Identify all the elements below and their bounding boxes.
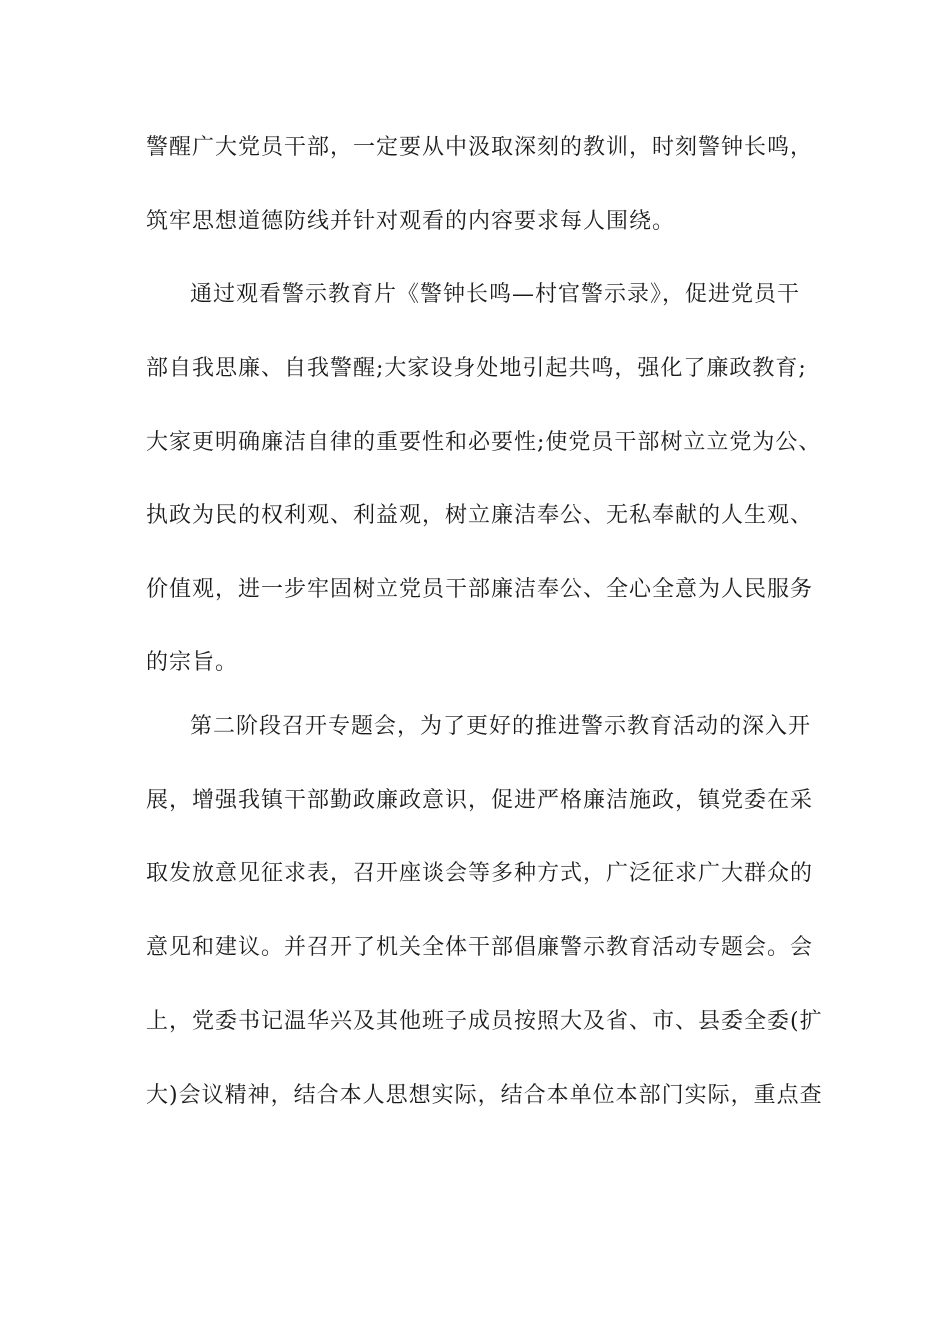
paragraph-start-line: 第二阶段召开专题会，为了更好的推进警示教育活动的深入开 <box>190 714 812 739</box>
text-line: 展，增强我镇干部勤政廉政意识，促进严格廉洁施政，镇党委在采 <box>146 788 814 813</box>
text-line: 大)会议精神，结合本人思想实际，结合本单位本部门实际，重点查 <box>146 1083 823 1108</box>
text-line: 取发放意见征求表，召开座谈会等多种方式，广泛征求广大群众的 <box>146 861 814 886</box>
text-line: 上，党委书记温华兴及其他班子成员按照大及省、市、县委全委(扩 <box>146 1009 823 1034</box>
paragraph-start-line: 通过观看警示教育片《警钟长鸣—村官警示录》，促进党员干 <box>190 282 801 307</box>
text-line: 价值观，进一步牢固树立党员干部廉洁奉公、全心全意为人民服务 <box>146 577 814 602</box>
text-line: 大家更明确廉洁自律的重要性和必要性;使党员干部树立立党为公、 <box>146 430 822 455</box>
text-line: 警醒广大党员干部，一定要从中汲取深刻的教训，时刻警钟长鸣， <box>146 135 814 160</box>
text-line: 执政为民的权利观、利益观，树立廉洁奉公、无私奉献的人生观、 <box>146 503 814 528</box>
text-line: 筑牢思想道德防线并针对观看的内容要求每人围绕。 <box>146 209 676 234</box>
text-line: 部自我思廉、自我警醒;大家设身处地引起共鸣，强化了廉政教育; <box>146 356 807 381</box>
text-line: 意见和建议。并召开了机关全体干部倡廉警示教育活动专题会。会 <box>146 935 814 960</box>
text-line: 的宗旨。 <box>146 650 239 675</box>
